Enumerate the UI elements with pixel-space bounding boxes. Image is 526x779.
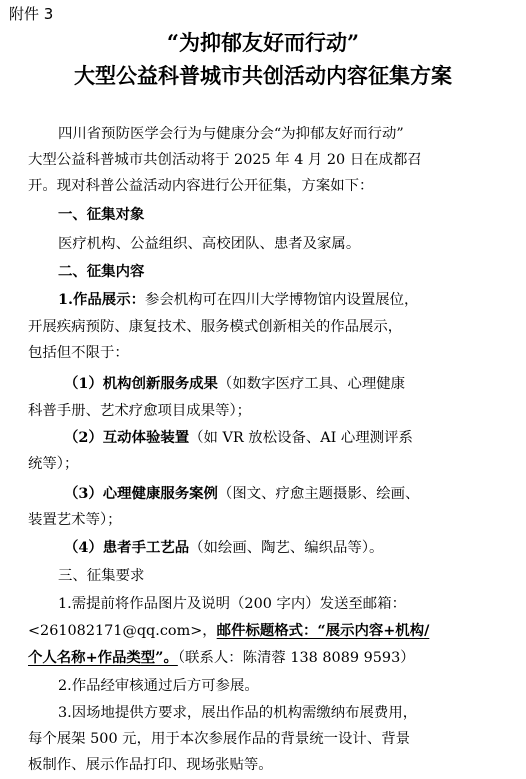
section-body: 医疗机构、公益组织、高校团队、患者及家属。 (58, 236, 361, 252)
section-heading: 一、征集对象 (58, 206, 145, 223)
intro-line: 大型公益科普城市共创活动将于 2025 年 4 月 20 日在成都召 (28, 152, 422, 168)
requirement-line: 1.需提前将作品图片及说明（200 字内）发送至邮箱： (58, 596, 406, 612)
sub-item-label: （3）心理健康服务案例 (64, 485, 218, 502)
section-heading: 三、征集要求 (58, 568, 145, 584)
subject-format: 邮件标题格式：“展示内容+机构/ (216, 622, 430, 639)
document-title-line2: 大型公益科普城市共创活动内容征集方案 (74, 63, 452, 88)
section-heading: 二、征集内容 (58, 263, 145, 280)
requirement-line (28, 621, 429, 641)
requirement-line: 板制作、展示作品打印、现场张贴等。 (28, 757, 273, 773)
requirement-line: 3.因场地提供方要求，展出作品的机构需缴纳布展费用， (58, 705, 418, 721)
intro-line: 四川省预防医学会行为与健康分会“为抑郁友好而行动” (58, 126, 404, 142)
requirement-line: 每个展架 500 元，用于本次参展作品的背景统一设计、背景 (28, 731, 410, 747)
sub-item-label: （2）互动体验装置 (64, 429, 190, 446)
sub-item-text: （图文、疗愈主题摄影、绘画、 (217, 486, 420, 502)
attachment-label: 附件 3 (9, 5, 54, 23)
item-text: 参会机构可在四川大学博物馆内设置展位， (144, 292, 419, 308)
requirement-line (28, 648, 415, 668)
requirement-line: 2.作品经审核通过后方可参展。 (58, 678, 259, 694)
sub-item-text: 统等）； (28, 456, 79, 472)
sub-item-text: （如绘画、陶艺、编织品等）。 (189, 540, 384, 556)
item-label: 1.作品展示： (58, 291, 145, 308)
item-text: 包括但不限于： (28, 345, 129, 361)
sub-item-text: （如 VR 放松设备、AI 心理测评系 (189, 430, 413, 446)
email-address: <261082171@qq.com>， (28, 623, 217, 639)
intro-line: 开。现对科普公益活动内容进行公开征集，方案如下： (28, 178, 374, 194)
sub-item-text: 科普手册、艺术疗愈项目成果等）； (28, 403, 252, 419)
item-text: 开展疾病预防、康复技术、服务模式创新相关的作品展示， (28, 319, 403, 335)
contact-info: （联系人：陈清蓉 138 8089 9593） (177, 650, 415, 666)
sub-item-line (64, 374, 405, 394)
sub-item-label: （4）患者手工艺品 (64, 539, 190, 556)
sub-item-line (64, 484, 419, 504)
sub-item-line (64, 428, 413, 448)
subject-format: 个人名称+作品类型”。 (28, 649, 178, 666)
item-line (58, 290, 418, 310)
sub-item-text: （如数字医疗工具、心理健康 (217, 376, 406, 392)
sub-item-line (64, 538, 383, 558)
sub-item-text: 装置艺术等）； (28, 512, 122, 528)
document-title-line1: “为抑郁友好而行动” (166, 30, 360, 55)
sub-item-label: （1）机构创新服务成果 (64, 375, 218, 392)
